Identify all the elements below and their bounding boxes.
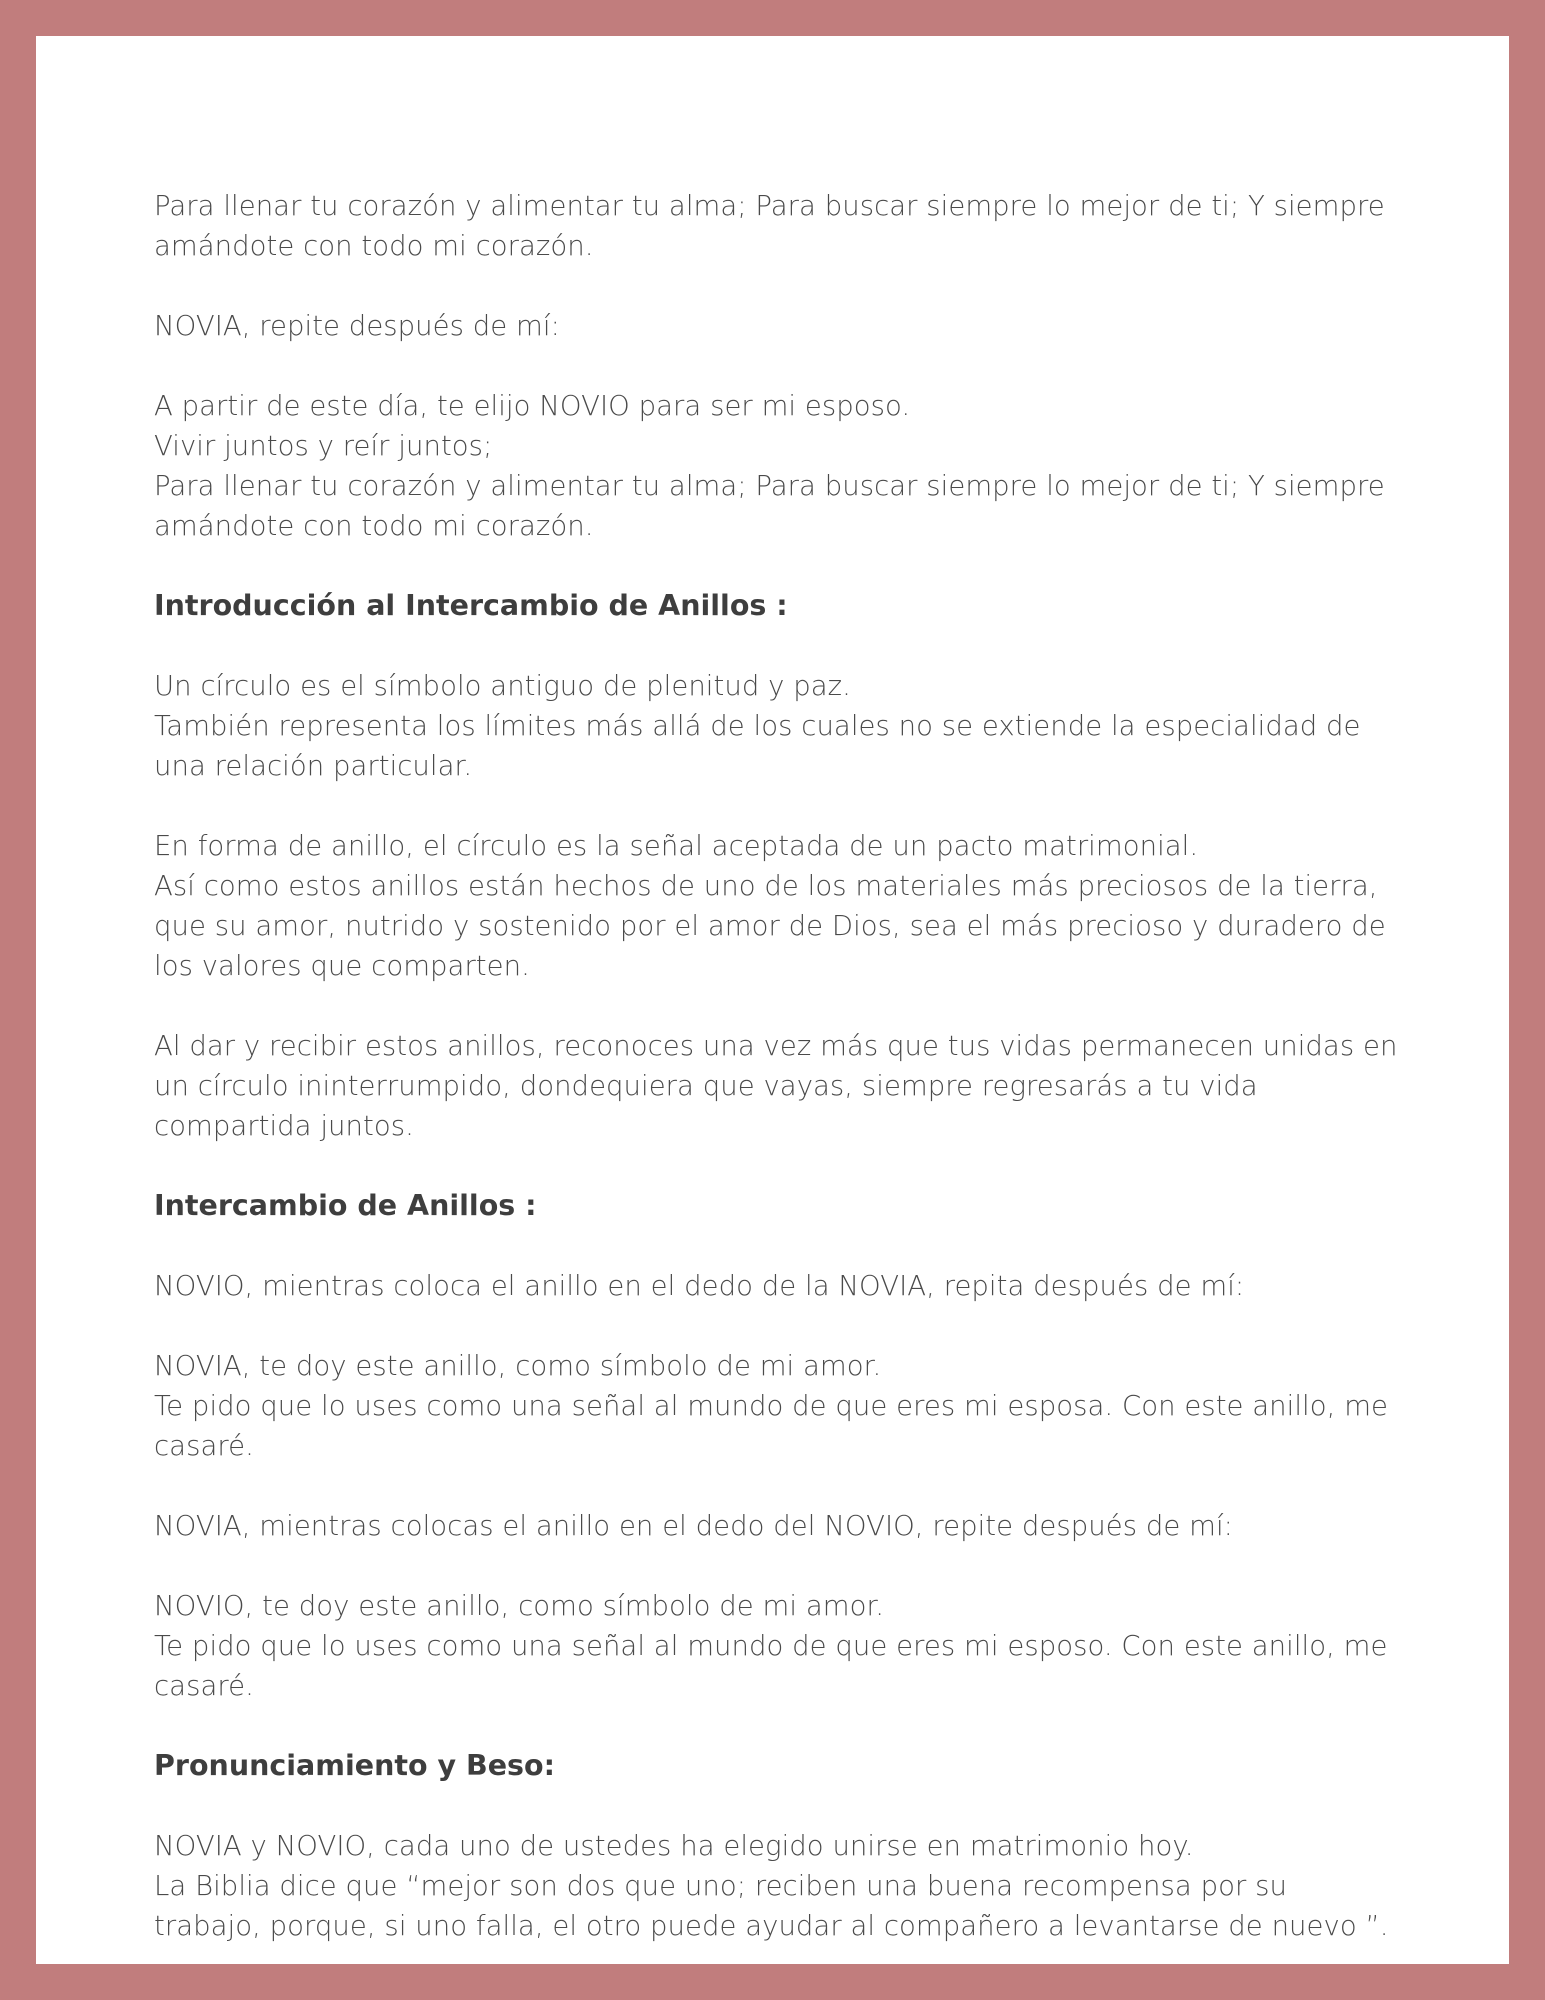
heading-ring-exchange: Intercambio de Anillos : xyxy=(154,1189,537,1222)
covenant-line-2: Así como estos anillos están hechos de uno de los materiales más preciosos de la tierra, que su amor, nutrido y sostenido por el amor de Dios, sea el más precioso y duradero de los valores que comparten. xyxy=(154,870,1386,982)
pronouncement-line-2: La Biblia dice que “mejor son dos que uno; reciben una buena recompensa por su trabajo, porque, si uno falla, el otro puede ayudar al compañero a levantarse de nuevo ”. xyxy=(154,1870,1389,1942)
circle-line-1: Un círculo es el símbolo antiguo de plenitud y paz. xyxy=(154,670,851,702)
paragraph-giving-rings: Al dar y recibir estos anillos, reconoces una vez más que tus vidas permanecen unidas en un círculo ininterrumpido, dondequiera que vayas, siempre regresarás a tu vida compartida juntos. xyxy=(154,1030,1398,1142)
paragraph-bride-instruction: NOVIA, repite después de mí: xyxy=(154,310,560,342)
paragraph-vow-ending: Para llenar tu corazón y alimentar tu alma; Para buscar siempre lo mejor de ti; Y siempre amándote con todo mi corazón. xyxy=(154,190,1385,262)
heading-ring-intro: Introducción al Intercambio de Anillos : xyxy=(154,589,788,622)
paragraph-bride-ring-instruction: NOVIA, mientras colocas el anillo en el dedo del NOVIO, repite después de mí: xyxy=(154,1510,1233,1542)
paragraph-circle-symbol xyxy=(154,666,1399,786)
paragraph-groom-instruction: NOVIO, mientras coloca el anillo en el dedo de la NOVIA, repita después de mí: xyxy=(154,1270,1245,1302)
document-page xyxy=(36,36,1509,1964)
paragraph-ring-covenant xyxy=(154,826,1399,986)
bride-ring-line-1: NOVIO, te doy este anillo, como símbolo de mi amor. xyxy=(154,1590,885,1622)
bride-vow-line-2: Vivir juntos y reír juntos; xyxy=(154,430,493,462)
groom-ring-line-2: Te pido que lo uses como una señal al mundo de que eres mi esposa. Con este anillo, me casaré. xyxy=(154,1390,1388,1462)
heading-pronouncement: Pronunciamiento y Beso: xyxy=(154,1749,555,1782)
paragraph-bride-ring-vow xyxy=(154,1586,1399,1706)
covenant-line-1: En forma de anillo, el círculo es la señal aceptada de un pacto matrimonial. xyxy=(154,830,1199,862)
circle-line-2: También representa los límites más allá de los cuales no se extiende la especialidad de una relación particular. xyxy=(154,710,1361,782)
bride-ring-line-2: Te pido que lo uses como una señal al mundo de que eres mi esposo. Con este anillo, me casaré. xyxy=(154,1630,1388,1702)
paragraph-groom-ring-vow xyxy=(154,1346,1399,1466)
bride-vow-line-1: A partir de este día, te elijo NOVIO para ser mi esposo. xyxy=(154,390,911,422)
paragraph-pronouncement xyxy=(154,1826,1399,1946)
bride-vow-line-3: Para llenar tu corazón y alimentar tu alma; Para buscar siempre lo mejor de ti; Y siempre amándote con todo mi corazón. xyxy=(154,470,1385,542)
pronouncement-line-1: NOVIA y NOVIO, cada uno de ustedes ha elegido unirse en matrimonio hoy. xyxy=(154,1830,1194,1862)
paragraph-bride-vow xyxy=(154,386,1399,546)
groom-ring-line-1: NOVIA, te doy este anillo, como símbolo de mi amor. xyxy=(154,1350,882,1382)
